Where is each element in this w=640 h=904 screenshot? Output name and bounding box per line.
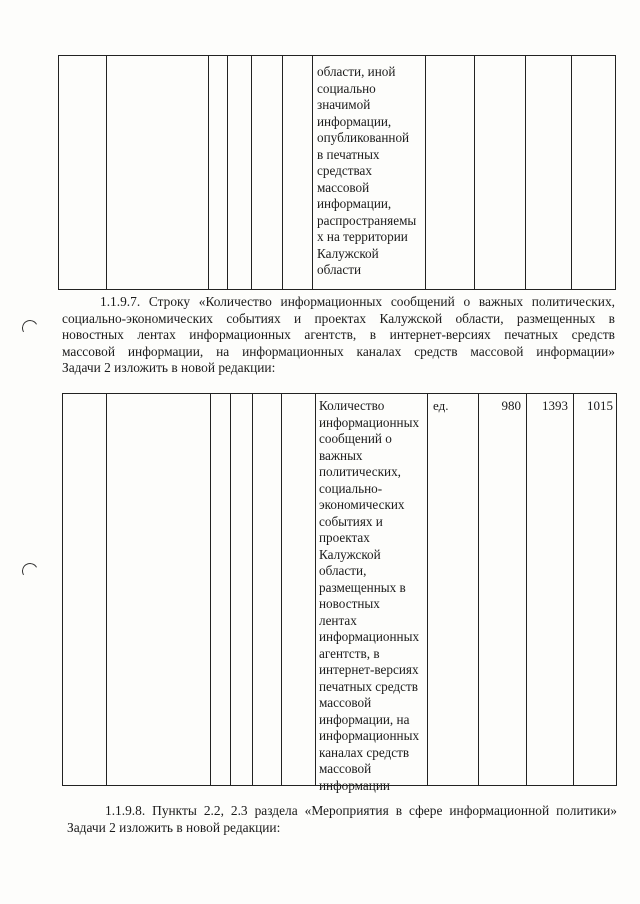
- table-new-row: [62, 393, 617, 793]
- indicator-cell-text: области, иной социально значимой информации, опубликованной в печатных средствах массовой информации, распространяемы х на территории Калужской области: [317, 64, 417, 277]
- punch-hole-top: [20, 318, 40, 338]
- punch-hole-bottom: [20, 561, 40, 581]
- paragraph-line: массовой информации, на информационных каналах средств массовой информации»: [62, 343, 615, 359]
- value-cell: 1393: [542, 398, 568, 413]
- paragraph-1-1-9-7: [62, 294, 615, 377]
- paragraph-line: Задачи 2 изложить в новой редакции:: [67, 819, 281, 835]
- paragraph-1-1-9-8: [67, 803, 617, 836]
- table-continuation: [58, 55, 616, 290]
- paragraph-line: 1.1.9.7. Строку «Количество информационных сообщений о важных политических,: [100, 294, 615, 309]
- paragraph-line: 1.1.9.8. Пункты 2.2, 2.3 раздела «Мероприятия в сфере информационной политики»: [105, 803, 617, 818]
- paragraph-line: новостных лентах информационных агентств, в интернет-версиях печатных средств: [62, 327, 615, 342]
- paragraph-line: социально-экономических событиях и проектах Калужской области, размещенных в: [62, 310, 615, 326]
- indicator-cell-text: Количество информационных сообщений о важных политических, социально- экономических событиях и проектах Калужской области, размещенных в новостных лентах информационных агентств, в интернет-версиях печатных средств массовой информации, на информационных каналах средств массовой информации: [319, 398, 420, 793]
- value-cell: 1015: [587, 398, 613, 413]
- unit-cell: ед.: [433, 398, 449, 413]
- value-cell: 980: [501, 398, 521, 413]
- paragraph-line: Задачи 2 изложить в новой редакции:: [62, 360, 276, 375]
